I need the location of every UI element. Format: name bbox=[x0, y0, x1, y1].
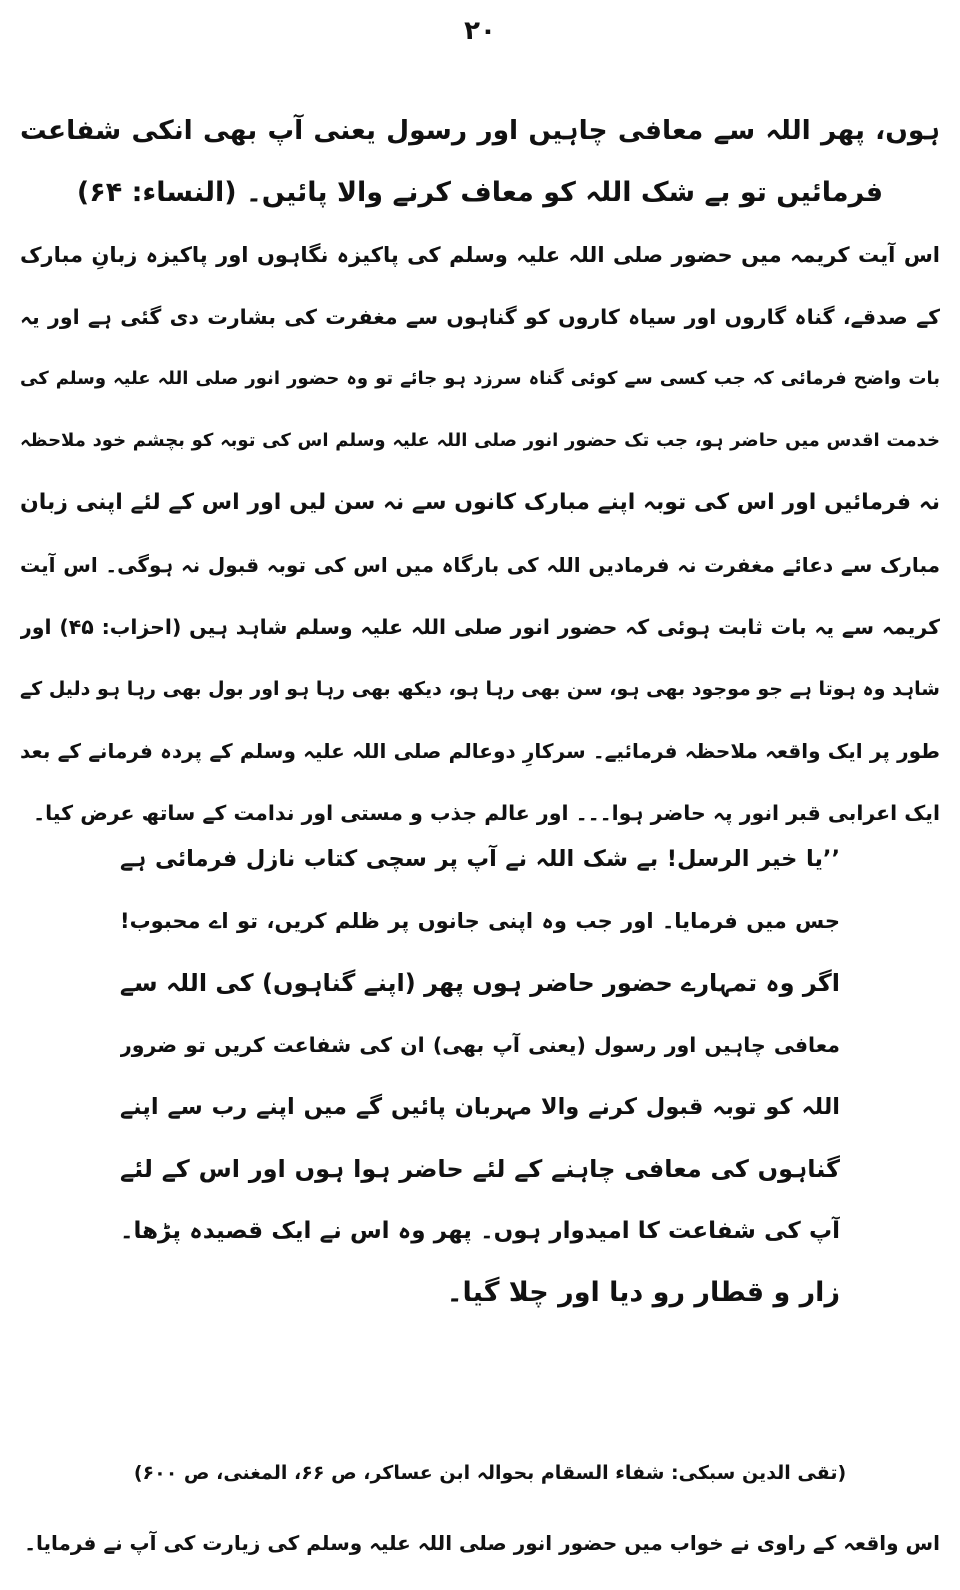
reference-line: (تقی الدین سبکی: شفاء السقام بحوالہ ابن عساکر، ص ۶۶، المغنی، ص ۶۰۰) bbox=[133, 1462, 847, 1484]
paragraph-line: طور پر ایک واقعہ ملاحظہ فرمائیے۔ سرکارِ دوعالم صلی اللہ علیہ وسلم کے پردہ فرمانے کے بعد bbox=[20, 739, 940, 763]
paragraph-line: خدمت اقدس میں حاضر ہو، جب تک حضور انور صلی اللہ علیہ وسلم اس کی توبہ کو بچشم خود ملاحظہ bbox=[20, 430, 940, 451]
quote-line: اگر وہ تمہارے حضور حاضر ہوں پھر (اپنے گناہوں) کی اللہ سے bbox=[120, 969, 840, 997]
commentary-paragraph bbox=[20, 224, 940, 844]
quote-line: جس میں فرمایا۔ اور جب وہ اپنی جانوں پر ظلم کریں، تو اے محبوب! bbox=[120, 909, 840, 933]
quote-line: گناہوں کی معافی چاہنے کے لئے حاضر ہوا ہوں اور اس کے لئے bbox=[120, 1155, 840, 1183]
paragraph-line: کریمہ سے یہ بات ثابت ہوئی کہ حضور انور صلی اللہ علیہ وسلم شاہد ہیں (احزاب: ۴۵) اور bbox=[20, 615, 940, 639]
paragraph-line: نہ فرمائیں اور اس کی توبہ اپنے مبارک کانوں سے نہ سن لیں اور اس کے لئے اپنی زبان bbox=[20, 490, 940, 515]
verse-line: ہوں، پھر اللہ سے معافی چاہیں اور رسول یعنی آپ بھی انکی شفاعت bbox=[20, 115, 940, 146]
page-number: ۲۰ bbox=[464, 16, 496, 46]
quote-line: ’’یا خیر الرسل! بے شک اللہ نے آپ پر سچی کتاب نازل فرمائی ہے bbox=[120, 846, 840, 872]
verse-translation bbox=[20, 100, 940, 224]
source-reference bbox=[130, 1442, 850, 1504]
verse-line: فرمائیں تو بے شک اللہ کو معاف کرنے والا پائیں۔ (النساء: ۶۴) bbox=[76, 177, 884, 208]
quote-line: معافی چاہیں اور رسول (یعنی آپ بھی) ان کی شفاعت کریں تو ضرور bbox=[120, 1033, 840, 1057]
closing-paragraph bbox=[20, 1512, 940, 1574]
closing-line: اس واقعہ کے راوی نے خواب میں حضور انور صلی اللہ علیہ وسلم کی زیارت کی آپ نے فرمایا۔ bbox=[24, 1531, 940, 1555]
quoted-supplication bbox=[120, 828, 840, 1324]
quote-line: اللہ کو توبہ قبول کرنے والا مہربان پائیں گے میں اپنے رب سے اپنے bbox=[120, 1094, 840, 1120]
paragraph-line: ایک اعرابی قبر انور پہ حاضر ہوا۔۔۔ اور عالم جذب و مستی اور ندامت کے ساتھ عرض کیا۔ bbox=[33, 801, 940, 825]
paragraph-line: مبارک سے دعائے مغفرت نہ فرمادیں اللہ کی بارگاہ میں اس کی توبہ قبول نہ ہوگی۔ اس آیت bbox=[20, 553, 940, 577]
paragraph-line: کے صدقے، گناہ گاروں اور سیاہ کاروں کو گناہوں سے مغفرت کی بشارت دی گئی ہے اور یہ bbox=[20, 305, 940, 329]
paragraph-line: اس آیت کریمہ میں حضور صلی اللہ علیہ وسلم کی پاکیزہ نگاہوں اور پاکیزہ زبانِ مبارک bbox=[20, 243, 940, 267]
paragraph-line: بات واضح فرمائی کہ جب کسی سے کوئی گناہ سرزد ہو جائے تو وہ حضور انور صلی اللہ علیہ وسلم کی bbox=[20, 368, 940, 389]
quote-line: زار و قطار رو دیا اور چلا گیا۔ bbox=[446, 1277, 840, 1308]
paragraph-line: شاہد وہ ہوتا ہے جو موجود بھی ہو، سن بھی رہا ہو، دیکھ بھی رہا ہو اور بول بھی رہا ہو دلیل کے bbox=[20, 678, 940, 700]
quote-line: آپ کی شفاعت کا امیدوار ہوں۔ پھر وہ اس نے ایک قصیدہ پڑھا۔ bbox=[120, 1218, 840, 1244]
